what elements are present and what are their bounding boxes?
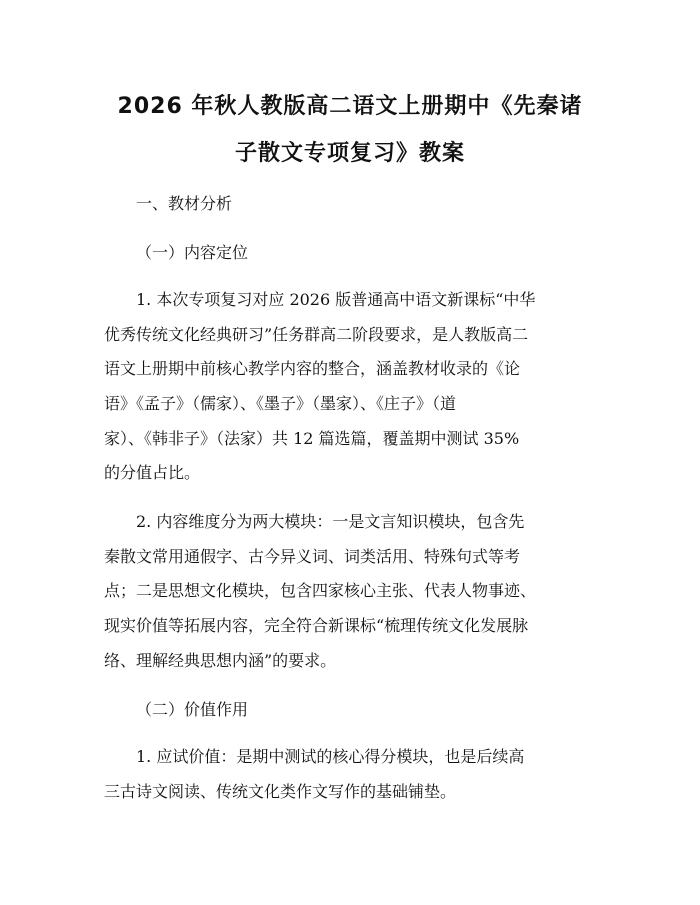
document-title-line-2: 子散文专项复习》教案	[234, 141, 465, 166]
paragraph-1-line: 的分值占比。	[104, 463, 201, 482]
paragraph-1-line: 语文上册期中前核心教学内容的整合，涵盖教材收录的《论	[104, 359, 521, 378]
paragraph-1-line: 优秀传统文化经典研习”任务群高二阶段要求，是人教版高二	[104, 325, 529, 344]
paragraph-3-line: 1. 应试价值：是期中测试的核心得分模块，也是后续高	[136, 747, 525, 766]
section-heading-textbook-analysis: 一、教材分析	[136, 194, 233, 213]
subsection-heading-content-positioning: （一）内容定位	[136, 243, 249, 262]
paragraph-1-line: 语》《孟子》（儒家）、《墨子》（墨家）、《庄子》（道	[104, 394, 457, 413]
document-title-line-1: 2026 年秋人教版高二语文上册期中《先秦诸	[117, 94, 583, 119]
paragraph-2-line: 2. 内容维度分为两大模块：一是文言知识模块，包含先	[136, 512, 525, 531]
paragraph-2-line: 点；二是思想文化模块，包含四家核心主张、代表人物事迹、	[104, 581, 537, 600]
subsection-heading-value-role: （二）价值作用	[136, 700, 249, 719]
paragraph-1-line: 1. 本次专项复习对应 2026 版普通高中语文新课标“中华	[136, 290, 536, 309]
paragraph-2-line: 现实价值等拓展内容，完全符合新课标“梳理传统文化发展脉	[104, 616, 529, 635]
paragraph-1-line: 家）、《韩非子》（法家）共 12 篇选篇，覆盖期中测试 35%	[104, 429, 520, 448]
paragraph-2-line: 络、理解经典思想内涵”的要求。	[104, 651, 337, 670]
paragraph-2-line: 秦散文常用通假字、古今异义词、词类活用、特殊句式等考	[104, 547, 521, 566]
paragraph-3-line: 三古诗文阅读、传统文化类作文写作的基础铺垫。	[104, 782, 457, 801]
